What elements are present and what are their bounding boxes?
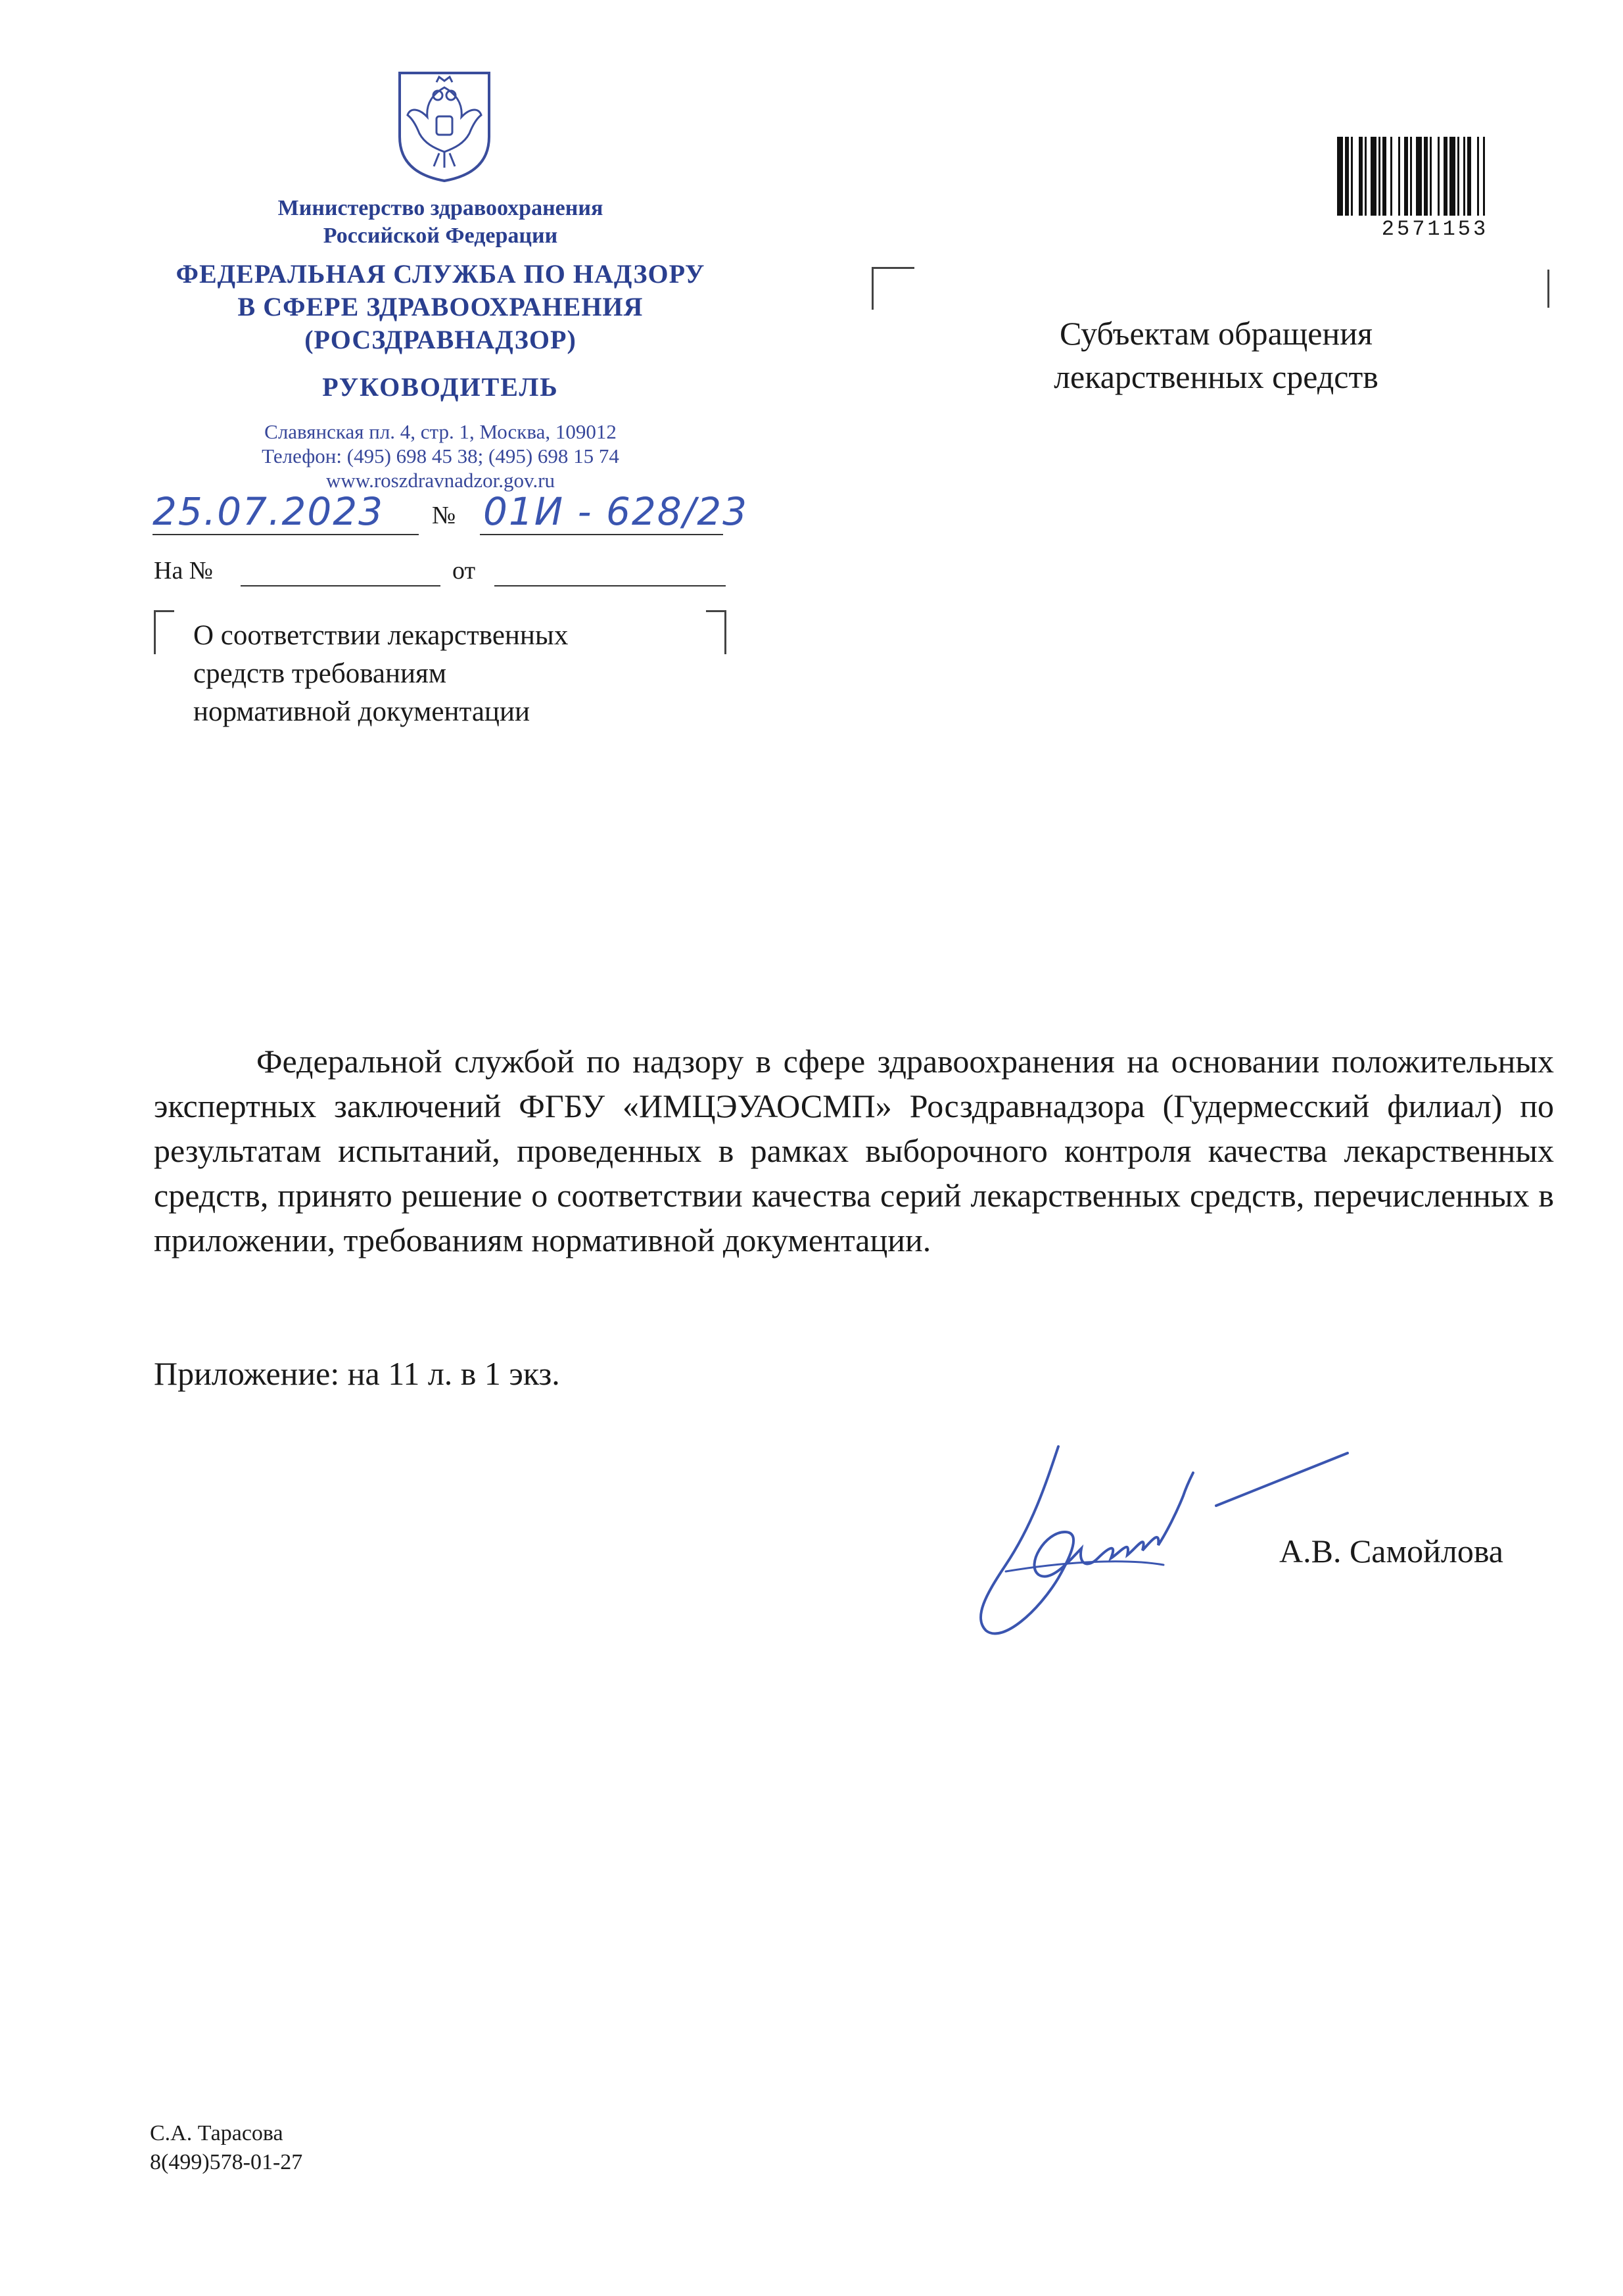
- barcode-bar: [1444, 137, 1447, 216]
- executor-name: С.А. Тарасова: [150, 2121, 283, 2145]
- coat-of-arms-icon: [393, 68, 496, 183]
- reference-number-line: [241, 585, 440, 586]
- service-line-3: (РОСЗДРАВНАДЗОР): [304, 325, 576, 354]
- barcode-bar: [1337, 137, 1343, 216]
- service-name: [145, 258, 736, 356]
- outgoing-date: 25.07.2023: [153, 489, 385, 534]
- barcode-bar: [1390, 137, 1392, 216]
- barcode-bar: [1371, 137, 1376, 216]
- address: Славянская пл. 4, стр. 1, Москва, 109012: [264, 420, 617, 443]
- recipient-line-1: Субъектам обращения: [1060, 315, 1373, 352]
- barcode-bar: [1378, 137, 1380, 216]
- barcode-bar: [1359, 137, 1363, 216]
- number-underline: [480, 534, 723, 535]
- barcode-number: 2571153: [1381, 217, 1489, 241]
- barcode-bar: [1365, 137, 1367, 216]
- ministry-name: [151, 195, 730, 250]
- signer-name: А.В. Самойлова: [1279, 1533, 1503, 1569]
- reference-from-label: от: [452, 557, 476, 585]
- barcode-bar: [1438, 137, 1440, 216]
- barcode-bar: [1477, 137, 1479, 216]
- barcode-bar: [1463, 137, 1465, 216]
- barcode-bar: [1351, 137, 1353, 216]
- contact-block: [145, 419, 736, 492]
- head-title: РУКОВОДИТЕЛЬ: [322, 372, 559, 402]
- reference-number-label: На №: [154, 557, 214, 585]
- subject-line-1: О соответствии лекарственных: [193, 620, 569, 651]
- barcode-bar: [1416, 137, 1422, 216]
- recipient-line-2: лекарственных средств: [1054, 358, 1378, 395]
- barcode-bar: [1345, 137, 1349, 216]
- reference-date-line: [494, 585, 726, 586]
- recipient-bracket-left: [872, 267, 914, 310]
- subject-line-3: нормативной документации: [193, 696, 530, 727]
- barcode-bar: [1382, 137, 1386, 216]
- barcode-bar: [1449, 137, 1455, 216]
- barcode-icon: [1337, 137, 1533, 216]
- barcode-bar: [1424, 137, 1428, 216]
- barcode-bar: [1457, 137, 1459, 216]
- service-line-1: ФЕДЕРАЛЬНАЯ СЛУЖБА ПО НАДЗОРУ: [176, 259, 705, 289]
- service-line-2: В СФЕРЕ ЗДРАВООХРАНЕНИЯ: [237, 292, 644, 322]
- website: www.roszdravnadzor.gov.ru: [325, 469, 555, 492]
- number-label: №: [432, 502, 456, 529]
- recipient-bracket-right: [1547, 270, 1549, 308]
- ministry-line-2: Российской Федерации: [323, 224, 558, 248]
- phone: Телефон: (495) 698 45 38; (495) 698 15 74: [262, 444, 619, 467]
- recipient: [1012, 312, 1420, 398]
- attachment-note: Приложение: на 11 л. в 1 экз.: [154, 1355, 560, 1392]
- executor-phone: 8(499)578-01-27: [150, 2150, 303, 2174]
- subject-line-2: средств требованиям: [193, 658, 447, 689]
- subject-bracket-right: [706, 610, 726, 654]
- subject-bracket-left: [154, 610, 174, 654]
- barcode-bar: [1404, 137, 1408, 216]
- barcode-bar: [1467, 137, 1471, 216]
- ministry-line-1: Министерство здравоохранения: [277, 196, 603, 220]
- barcode-bar: [1398, 137, 1400, 216]
- barcode-bar: [1430, 137, 1432, 216]
- barcode-bar: [1410, 137, 1412, 216]
- subject: [193, 617, 706, 731]
- body-paragraph: Федеральной службой по надзору в сфере здравоохранения на основании положительных экспертных заключений ФГБУ «ИМЦЭУАОСМП» Росздравнадзора (Гудермесский филиал) по результатам испытаний, проведенных в рамках выборочного контроля качества лекарственных средств, принято решение о соответствии качества серий лекарственных средств, перечисленных в приложении, требованиям нормативной документации.: [154, 1043, 1554, 1258]
- outgoing-number: 01И - 628/23: [483, 489, 749, 534]
- barcode-bar: [1483, 137, 1485, 216]
- date-underline: [153, 534, 419, 535]
